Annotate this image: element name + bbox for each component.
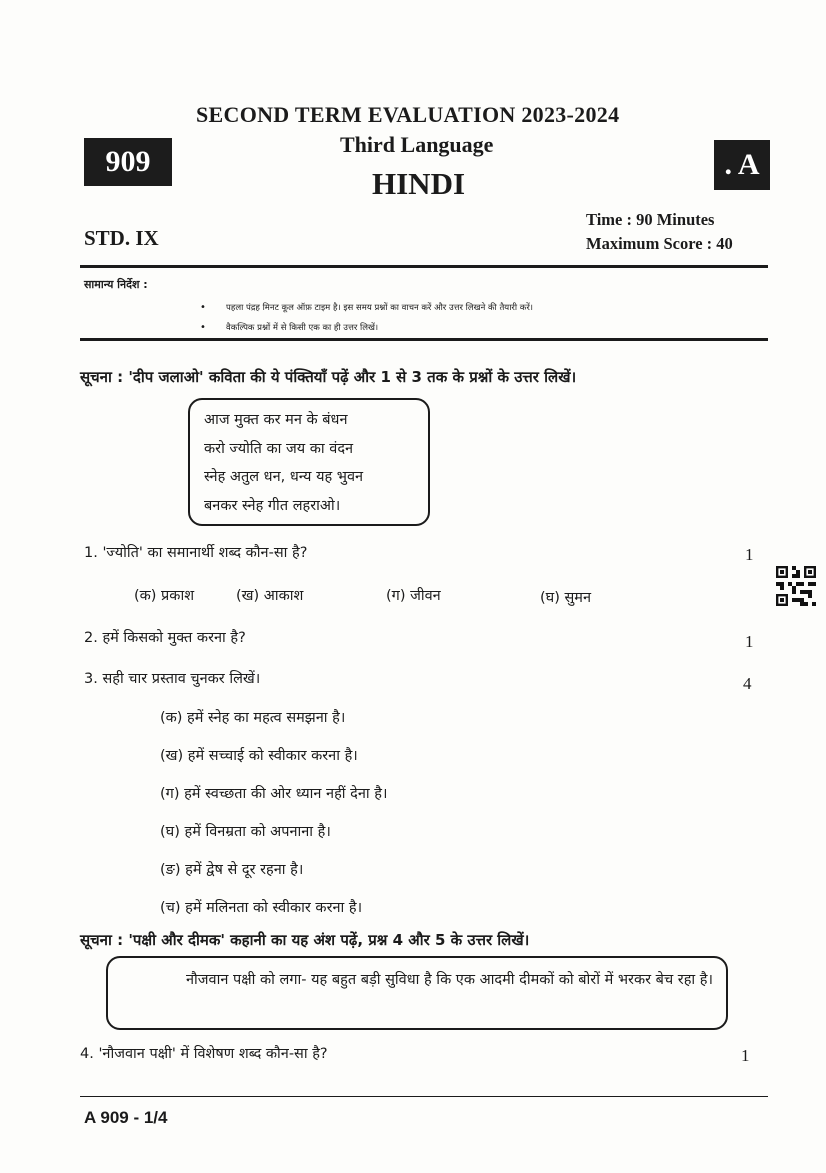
question-2-mark: 1 (745, 632, 754, 651)
q1-option-c: (ग) जीवन (386, 588, 441, 604)
header-divider (80, 265, 768, 268)
question-2: 2. हमें किसको मुक्त करना है? (84, 630, 246, 646)
standard-label: STD. IX (84, 226, 159, 250)
poem-line: आज मुक्त कर मन के बंधन (204, 412, 348, 428)
poem-line: स्नेह अतुल धन, धन्य यह भुवन (204, 469, 364, 485)
paper-code: 909 (105, 145, 151, 178)
exam-title: SECOND TERM EVALUATION 2023-2024 (196, 102, 620, 127)
question-3: 3. सही चार प्रस्ताव चुनकर लिखें। (84, 671, 261, 687)
question-4-mark: 1 (741, 1046, 750, 1065)
poem-box (188, 398, 430, 526)
passage-box (106, 956, 728, 1030)
q1-option-a: (क) प्रकाश (134, 588, 195, 604)
q3-statement: (ख) हमें सच्चाई को स्वीकार करना है। (160, 748, 358, 764)
qr-code-icon (776, 566, 816, 606)
question-1-mark: 1 (745, 545, 754, 564)
max-score-label: Maximum Score : 40 (586, 234, 733, 253)
instructions-divider (80, 338, 768, 341)
footer-divider (80, 1096, 768, 1097)
q3-statement: (च) हमें मलिनता को स्वीकार करना है। (160, 900, 363, 916)
subject-title: HINDI (372, 166, 466, 201)
instruction-item: • वैकल्पिक प्रश्नों में से किसी एक का ही उत्तर लिखें। (200, 318, 533, 338)
series-badge (714, 140, 770, 190)
poem-line: बनकर स्नेह गीत लहराओ। (204, 497, 341, 514)
instructions-heading: सामान्य निर्देश : (84, 278, 148, 291)
q3-statement: (घ) हमें विनम्रता को अपनाना है। (160, 824, 331, 840)
question-1: 1. 'ज्योति' का समानार्थी शब्द कौन-सा है? (84, 545, 308, 561)
q3-statement: (ङ) हमें द्वेष से दूर रहना है। (160, 862, 304, 878)
question-3-mark: 4 (743, 674, 752, 693)
time-label: Time : 90 Minutes (586, 210, 715, 229)
question-4: 4. 'नौजवान पक्षी' में विशेषण शब्द कौन-सा है? (80, 1046, 328, 1062)
q1-option-b: (ख) आकाश (236, 588, 304, 604)
passage-text: नौजवान पक्षी को लगा- यह बहुत बड़ी सुविधा है कि एक आदमी दीमकों को बोरों में भरकर बेच रहा है। (186, 972, 713, 988)
section1-notice: सूचना : 'दीप जलाओ' कविता की ये पंक्तियाँ पढ़ें और 1 से 3 तक के प्रश्नों के उत्तर लिखें। (80, 368, 577, 386)
section2-notice: सूचना : 'पक्षी और दीमक' कहानी का यह अंश पढ़ें, प्रश्न 4 और 5 के उत्तर लिखें। (80, 931, 530, 949)
language-level: Third Language (340, 132, 494, 157)
instruction-item: • पहला पंद्रह मिनट कूल ऑफ़ टाइम है। इस समय प्रश्नों का वाचन करें और उत्तर लिखने की तैयारी करें। (200, 298, 533, 318)
instructions-list (200, 298, 533, 338)
q3-statement: (ग) हमें स्वच्छता की ओर ध्यान नहीं देना है। (160, 786, 388, 802)
series-label: . A (724, 148, 760, 181)
paper-code-badge (84, 138, 172, 186)
poem-line: करो ज्योति का जय का वंदन (204, 440, 354, 457)
q3-statement: (क) हमें स्नेह का महत्व समझना है। (160, 710, 346, 726)
q1-option-d: (घ) सुमन (540, 590, 592, 606)
page-label: A 909 - 1/4 (84, 1108, 168, 1127)
exam-meta (586, 208, 733, 256)
